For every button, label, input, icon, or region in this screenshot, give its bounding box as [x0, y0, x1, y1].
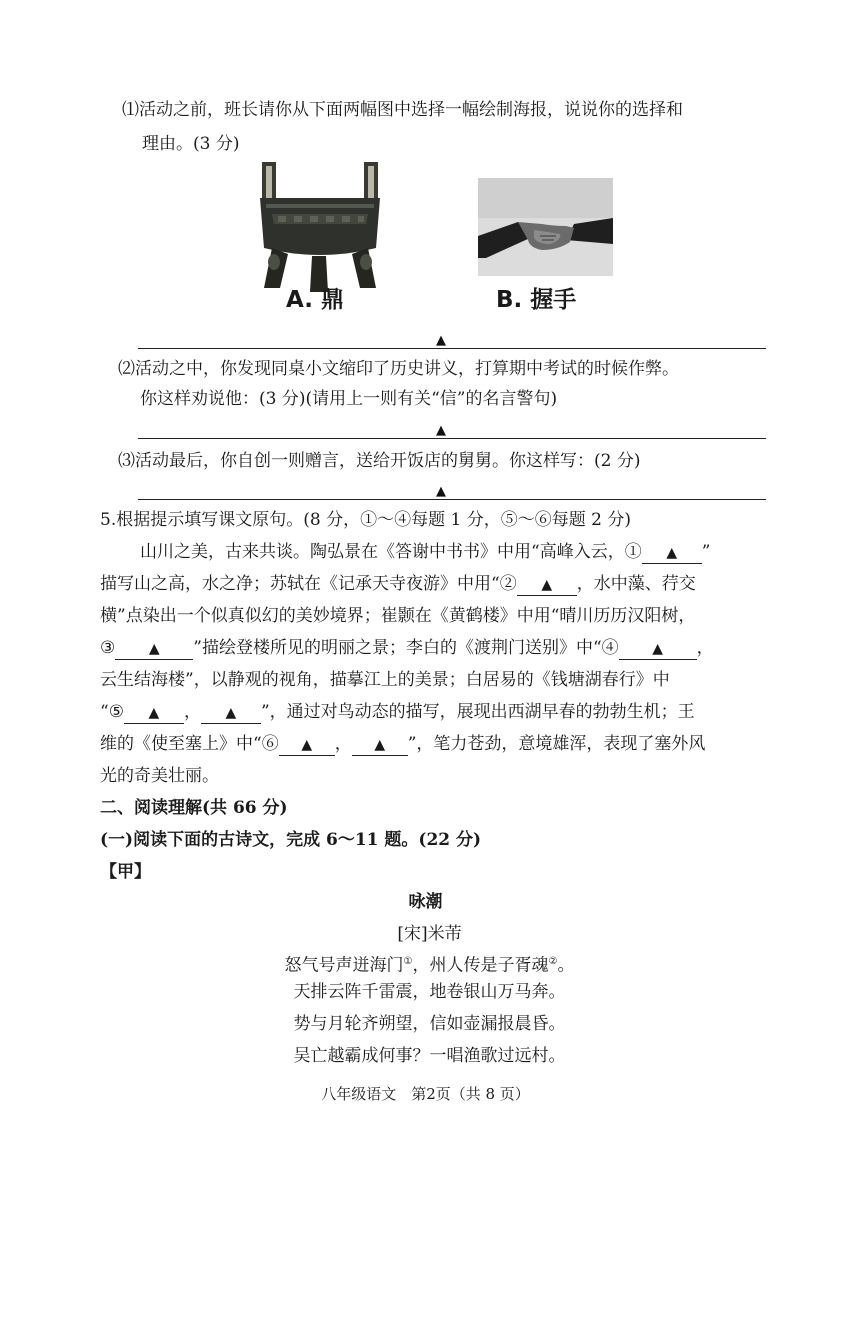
answer-triangle-2: ▲ — [436, 423, 446, 438]
q5-para-line1 — [140, 540, 710, 564]
q5-para-line3: 横”点染出一个似真似幻的美妙境界；崔颢在《黄鹤楼》中用“晴川历历汉阳树， — [100, 606, 696, 626]
q5-para-line6 — [100, 700, 695, 724]
fill-blank-5a — [124, 703, 184, 724]
poem-text: 怒气号声迸海门 — [284, 955, 404, 976]
section2-subheading: (一)阅读下面的古诗文，完成 6～11 题。(22 分) — [100, 830, 482, 850]
blank-mark: ▲ — [652, 641, 664, 657]
footnote-marker-1: ① — [403, 956, 413, 967]
q5-text: 山川之美，古来共谈。陶弘景在《答谢中书书》中用“高峰入云，① — [140, 542, 642, 562]
fill-blank-6b — [352, 735, 408, 756]
q5-heading: 5.根据提示填写课文原句。(8 分，①～④每题 1 分，⑤～⑥每题 2 分) — [100, 510, 631, 530]
ding-cauldron-image — [258, 162, 382, 292]
q5-text: 维的《使至塞上》中“⑥ — [100, 734, 279, 754]
q4-sub1-line2: 理由。(3 分) — [142, 134, 240, 154]
blank-mark: ▲ — [225, 705, 237, 721]
blank-mark: ▲ — [148, 641, 160, 657]
fill-blank-5b — [201, 703, 261, 724]
q5-text: ，水中藻、荇交 — [576, 574, 696, 594]
q5-text: ， — [334, 734, 352, 754]
poem-text: ，州人传是子胥魂 — [412, 955, 549, 976]
answer-triangle-3: ▲ — [436, 484, 446, 499]
q5-para-line5: 云生结海楼”，以静观的视角，描摹江上的美景；白居易的《钱塘湖春行》中 — [100, 670, 670, 690]
q5-para-line2 — [100, 572, 696, 596]
q5-text: ”描绘登楼所见的明丽之景；李白的《渡荆门送别》中“④ — [193, 638, 619, 658]
poem-line-1 — [0, 950, 863, 978]
q5-text: ③ — [100, 638, 116, 658]
blank-mark: ▲ — [148, 705, 160, 721]
poem-author: [宋]米芾 — [397, 924, 462, 944]
q5-text: ” — [701, 542, 711, 562]
q5-text: ， — [183, 702, 201, 722]
page-footer: 八年级语文 第2页（共 8 页） — [321, 1085, 530, 1103]
fill-blank-4 — [619, 639, 697, 660]
fill-blank-6a — [279, 735, 335, 756]
image-a-caption: A. 鼎 — [286, 287, 344, 313]
q5-text: ”，通过对鸟动态的描写，展现出西湖早春的勃勃生机；王 — [260, 702, 695, 722]
answer-line-2 — [138, 438, 766, 439]
blank-mark: ▲ — [541, 577, 553, 593]
handshake-image — [478, 178, 613, 276]
blank-mark: ▲ — [666, 545, 678, 561]
blank-mark: ▲ — [374, 737, 386, 753]
section2-heading: 二、阅读理解(共 66 分) — [100, 798, 288, 818]
q4-sub2-line2: 你这样劝说他：(3 分)(请用上一则有关“信”的名言警句) — [140, 389, 558, 409]
q5-para-line8: 光的奇美壮丽。 — [100, 766, 219, 786]
poem-line-2: 天排云阵千雷震，地卷银山万马奔。 — [293, 982, 566, 1002]
fill-blank-3 — [115, 639, 193, 660]
q4-sub1-line1: ⑴活动之前，班长请你从下面两幅图中选择一幅绘制海报，说说你的选择和 — [122, 100, 683, 120]
poem-line-3: 势与月轮齐朔望，信如壶漏报晨昏。 — [293, 1014, 566, 1034]
label-jia: 【甲】 — [100, 862, 151, 882]
answer-triangle-1: ▲ — [436, 333, 446, 348]
poem-text: 。 — [557, 955, 575, 976]
fill-blank-2 — [517, 575, 577, 596]
q5-text: ， — [696, 638, 714, 658]
image-b-caption: B. 握手 — [496, 287, 577, 313]
q5-para-line4 — [100, 636, 714, 660]
q5-text: 描写山之高，水之净；苏轼在《记承天寺夜游》中用“② — [100, 574, 517, 594]
q4-sub2-line1: ⑵活动之中，你发现同桌小文缩印了历史讲义，打算期中考试的时候作弊。 — [118, 359, 679, 379]
fill-blank-1 — [642, 543, 702, 564]
answer-line-3 — [138, 499, 766, 500]
q5-para-line7 — [100, 732, 705, 756]
footnote-marker-2: ② — [548, 956, 558, 967]
poem-line-4: 吴亡越霸成何事？一唱渔歌过远村。 — [293, 1046, 566, 1066]
answer-line-1 — [138, 348, 766, 349]
q5-text: “⑤ — [100, 702, 124, 722]
q4-sub3-line1: ⑶活动最后，你自创一则赠言，送给开饭店的舅舅。你这样写：(2 分) — [118, 451, 641, 471]
poem-title: 咏潮 — [408, 892, 443, 912]
blank-mark: ▲ — [301, 737, 313, 753]
q5-text: ”，笔力苍劲，意境雄浑，表现了塞外风 — [407, 734, 706, 754]
